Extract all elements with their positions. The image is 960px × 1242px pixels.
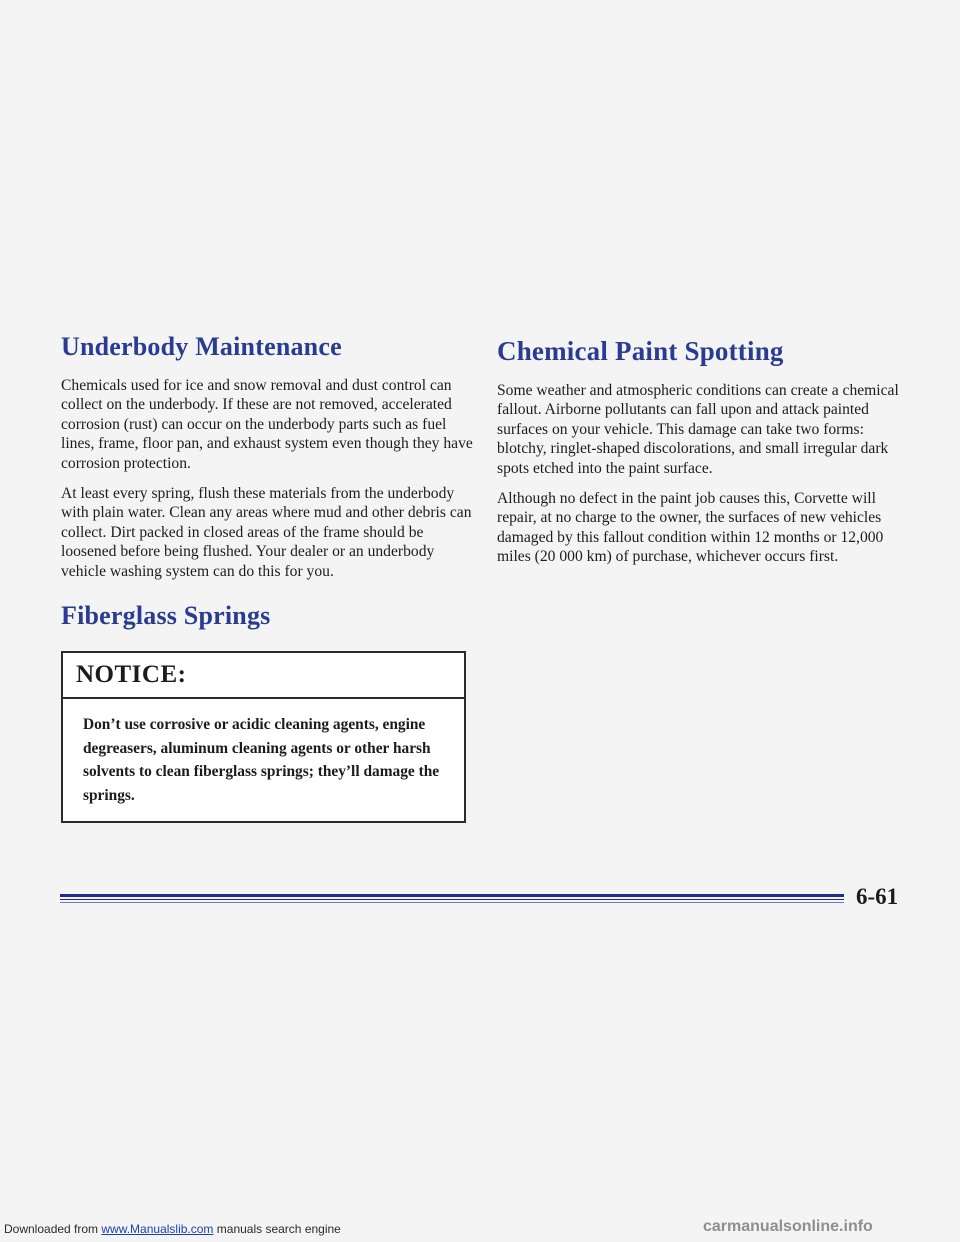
left-column	[61, 332, 473, 823]
page-number: 6-61	[856, 884, 899, 909]
footer-rule-thin	[60, 899, 844, 900]
paint-spotting-paragraph-1: Some weather and atmospheric conditions can create a chemical fallout. Airborne pollutants can fall upon and attack painted surfaces on your vehicle. This damage can take two forms: blotchy, ringlet-shaped discolorations, and small irregular dark spots etched into the paint surface.	[497, 382, 899, 477]
notice-box	[61, 651, 466, 823]
watermark: carmanualsonline.info	[703, 1218, 873, 1235]
underbody-paragraph-2: At least every spring, flush these materials from the underbody with plain water. Clean any areas where mud and other debris can collect. Dirt packed in closed areas of the frame should be loosened before being flushed. Your dealer or an underbody vehicle washing system can do this for you.	[61, 485, 472, 580]
right-column	[497, 332, 907, 578]
chemical-paint-spotting-heading: Chemical Paint Spotting	[497, 336, 784, 366]
fiberglass-springs-heading: Fiberglass Springs	[61, 601, 271, 631]
footer-rule	[60, 894, 844, 897]
notice-title: NOTICE:	[63, 653, 464, 699]
paint-spotting-paragraph-2: Although no defect in the paint job causes this, Corvette will repair, at no charge to the owner, the surfaces of new vehicles damaged by this fallout condition within 12 months or 12,000 miles (20 000 km) of purchase, whichever occurs first.	[497, 490, 884, 566]
manualslib-link[interactable]: www.Manualslib.com	[101, 1222, 214, 1236]
underbody-maintenance-heading: Underbody Maintenance	[61, 332, 342, 361]
underbody-paragraph-1: Chemicals used for ice and snow removal and dust control can collect on the underbody. If these are not removed, accelerated corrosion (rust) can occur on the underbody parts such as fuel lines, frame, floor pan, and exhaust system even though they have corrosion protection.	[61, 377, 473, 472]
footer-prefix: Downloaded from	[4, 1222, 102, 1236]
footer-suffix: manuals search engine	[213, 1222, 341, 1236]
notice-body: Don’t use corrosive or acidic cleaning agents, engine degreasers, aluminum cleaning agents or other harsh solvents to clean fiberglass springs; they’ll damage the springs.	[83, 716, 440, 804]
footer-rule-thin-2	[60, 902, 844, 903]
download-footer	[4, 1222, 341, 1236]
